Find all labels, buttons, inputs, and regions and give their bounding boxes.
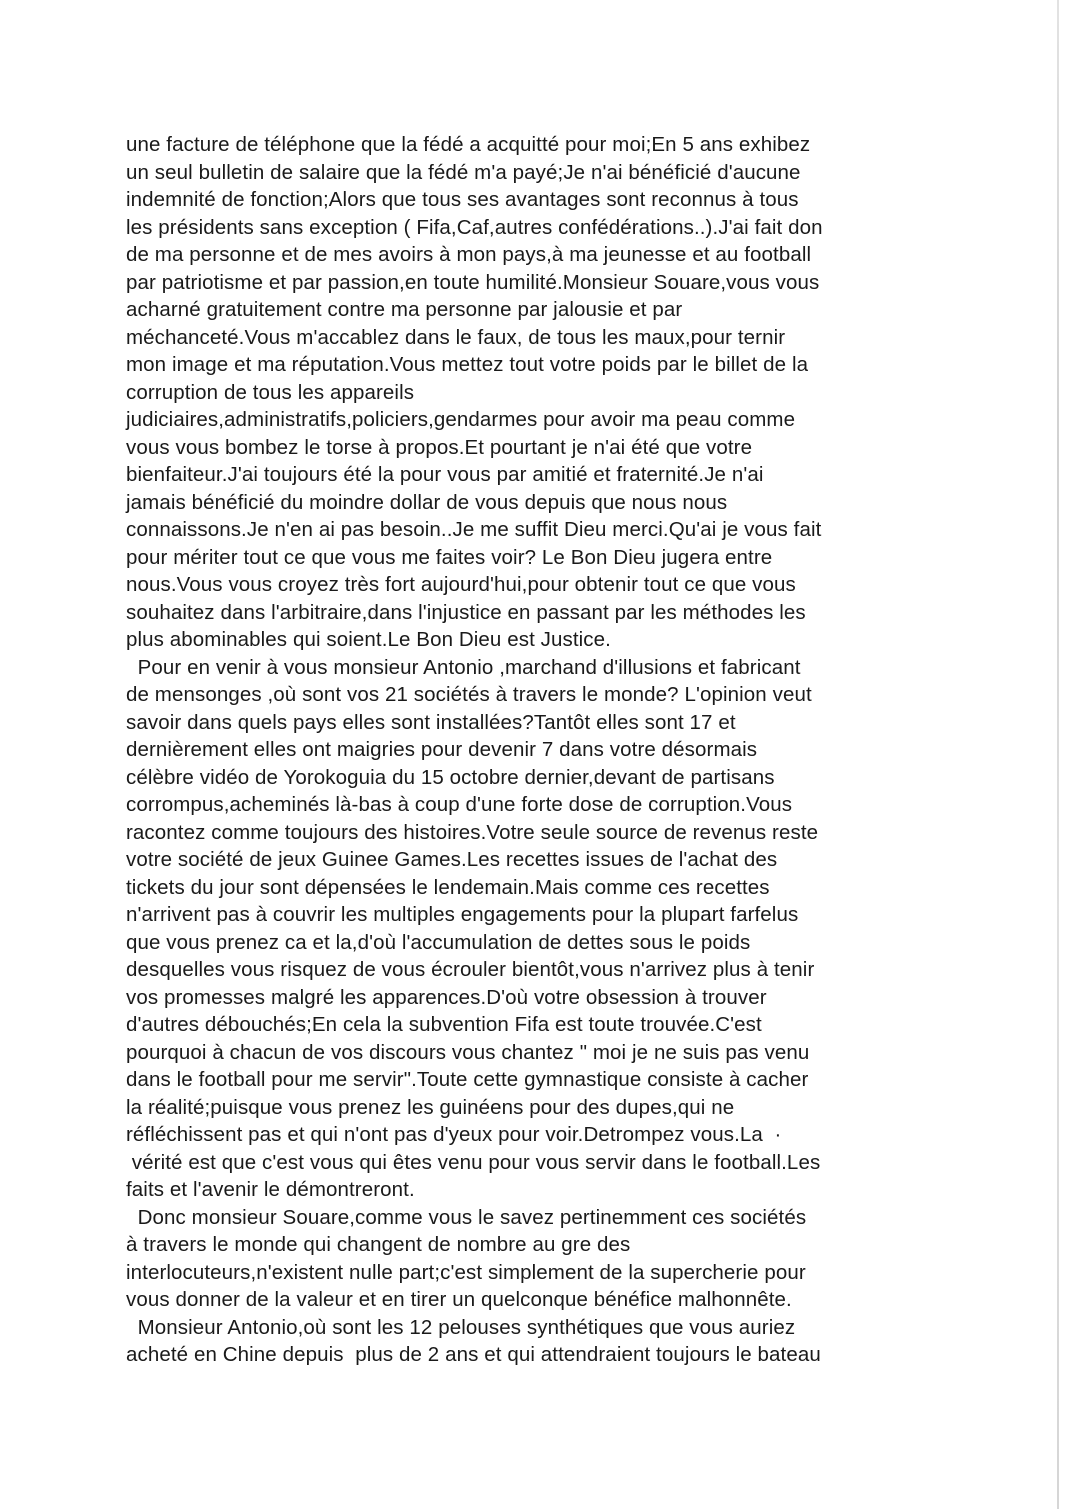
text-line: vérité est que c'est vous qui êtes venu pour vous servir dans le football.Les — [126, 1150, 821, 1174]
text-line: racontez comme toujours des histoires.Votre seule source de revenus reste — [126, 820, 819, 844]
letter-body-text — [126, 131, 944, 1369]
text-line: nous.Vous vous croyez très fort aujourd'hui,pour obtenir tout ce que vous — [126, 573, 796, 596]
text-line: dans le football pour me servir".Toute cette gymnastique consiste à cacher — [126, 1068, 809, 1091]
text-line: un seul bulletin de salaire que la fédé m'a payé;Je n'ai bénéficié d'aucune — [126, 160, 801, 184]
text-line: célèbre vidéo de Yorokoguia du 15 octobre dernier,devant de partisans — [126, 765, 775, 789]
text-line: pour mériter tout ce que vous me faites voir? Le Bon Dieu jugera entre — [126, 545, 773, 569]
text-line: tickets du jour sont dépensées le lendemain.Mais comme ces recettes — [126, 875, 770, 899]
text-line: plus abominables qui soient.Le Bon Dieu est Justice. — [126, 628, 611, 651]
text-line: acheté en Chine depuis plus de 2 ans et qui attendraient toujours le bateau — [126, 1343, 821, 1366]
scan-edge-line — [1057, 0, 1059, 1509]
text-line: dernièrement elles ont maigries pour devenir 7 dans votre désormais — [126, 738, 758, 761]
text-line: indemnité de fonction;Alors que tous ses avantages sont reconnus à tous — [126, 188, 799, 211]
text-line: bienfaiteur.J'ai toujours été la pour vous par amitié et fraternité.Je n'ai — [126, 463, 764, 486]
text-line: corrompus,acheminés là-bas à coup d'une forte dose de corruption.Vous — [126, 793, 793, 816]
text-line: de ma personne et de mes avoirs à mon pays,à ma jeunesse et au football — [126, 243, 812, 266]
text-line: méchanceté.Vous m'accablez dans le faux, de tous les maux,pour ternir — [126, 325, 786, 349]
text-line: à travers le monde qui changent de nombre au gre des — [126, 1233, 631, 1256]
text-line: corruption de tous les appareils — [126, 380, 415, 404]
text-line: par patriotisme et par passion,en toute humilité.Monsieur Souare,vous vous — [126, 270, 820, 294]
text-line: n'arrivent pas à couvrir les multiples engagements pour la plupart farfelus — [126, 903, 799, 926]
text-line: vous donner de la valeur et en tirer un quelconque bénéfice malhonnête. — [126, 1288, 792, 1311]
text-line: la réalité;puisque vous prenez les guinéens pour des dupes,qui ne — [126, 1095, 735, 1119]
text-line: faits et l'avenir le démontreront. — [126, 1178, 415, 1201]
text-line: les présidents sans exception ( Fifa,Caf,autres confédérations..).J'ai fait don — [126, 215, 823, 239]
text-line: vous vous bombez le torse à propos.Et pourtant je n'ai été que votre — [126, 435, 753, 459]
text-line: réfléchissent pas et qui n'ont pas d'yeux pour voir.Detrompez vous.La · — [126, 1123, 782, 1146]
text-line: interlocuteurs,n'existent nulle part;c'est simplement de la supercherie pour — [126, 1260, 806, 1284]
text-line: Pour en venir à vous monsieur Antonio ,marchand d'illusions et fabricant — [126, 655, 801, 679]
text-line: d'autres débouchés;En cela la subvention Fifa est toute trouvée.C'est — [126, 1013, 762, 1036]
text-line: une facture de téléphone que la fédé a acquitté pour moi;En 5 ans exhibez — [126, 133, 811, 156]
text-line: connaissons.Je n'en ai pas besoin..Je me suffit Dieu merci.Qu'ai je vous fait — [126, 518, 822, 541]
text-line: de mensonges ,où sont vos 21 sociétés à travers le monde? L'opinion veut — [126, 683, 812, 706]
text-line: savoir dans quels pays elles sont installées?Tantôt elles sont 17 et — [126, 710, 736, 734]
text-line: vos promesses malgré les apparences.D'où votre obsession à trouver — [126, 985, 767, 1009]
text-line: votre société de jeux Guinee Games.Les recettes issues de l'achat des — [126, 848, 778, 871]
text-line: Donc monsieur Souare,comme vous le savez pertinemment ces sociétés — [126, 1205, 807, 1229]
text-line: pourquoi à chacun de vos discours vous chantez " moi je ne suis pas venu — [126, 1040, 810, 1064]
text-line: acharné gratuitement contre ma personne par jalousie et par — [126, 298, 683, 321]
text-line: jamais bénéficié du moindre dollar de vous depuis que nous nous — [126, 490, 728, 514]
text-line: que vous prenez ca et la,d'où l'accumulation de dettes sous le poids — [126, 930, 751, 954]
text-line: judiciaires,administratifs,policiers,gendarmes pour avoir ma peau comme — [126, 408, 796, 431]
text-line: mon image et ma réputation.Vous mettez tout votre poids par le billet de la — [126, 353, 809, 376]
text-line: desquelles vous risquez de vous écrouler bientôt,vous n'arrivez plus à tenir — [126, 958, 815, 981]
text-line: souhaitez dans l'arbitraire,dans l'injustice en passant par les méthodes les — [126, 600, 806, 624]
text-line: Monsieur Antonio,où sont les 12 pelouses synthétiques que vous auriez — [126, 1315, 796, 1339]
